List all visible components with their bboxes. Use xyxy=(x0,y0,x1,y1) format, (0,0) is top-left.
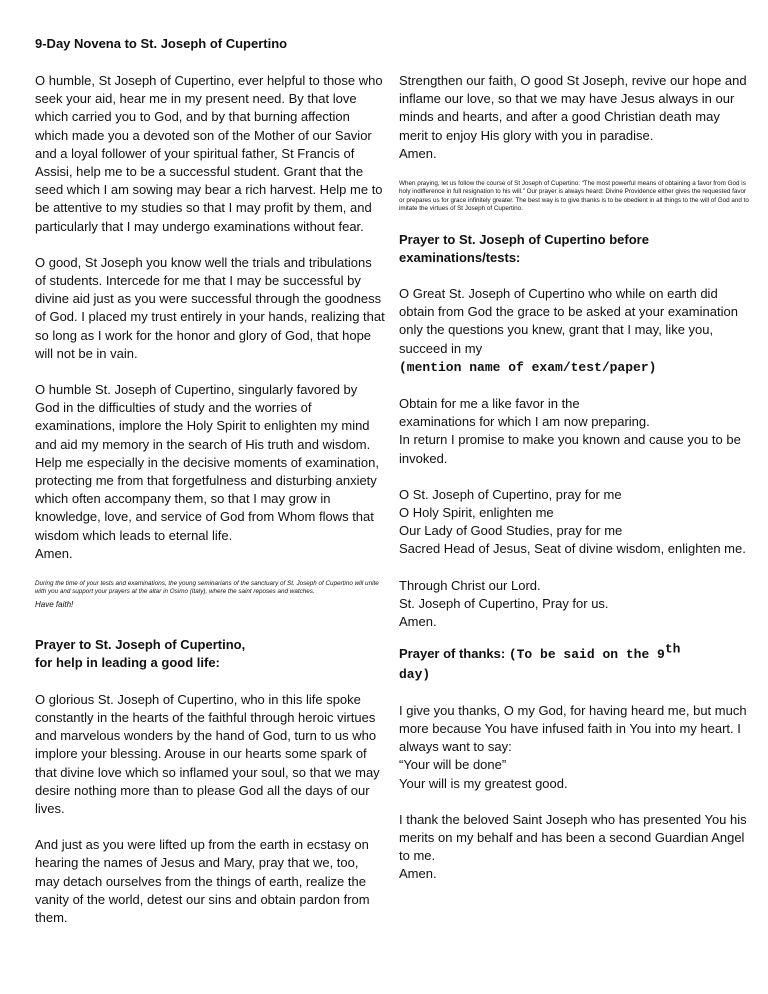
indifference-note: When praying, let us follow the course of St Joseph of Cupertino: “The most powerful means of obtaining a favor from God is holy indifference in full resignation to his will.” Our prayer is always heard: Divine Providence either gives the requested favor or prepares us for grace infinitely greater. The best way is to give thanks is to be obedient in all things to the will of God and to imitate the virtues of St Joseph of Cupertino. xyxy=(399,180,749,213)
thanks-paragraph-2 xyxy=(399,811,749,884)
have-faith-note: Have faith! xyxy=(35,600,74,610)
thanks-text-2: “Your will be done” xyxy=(399,757,507,773)
closing-line-1: Through Christ our Lord. xyxy=(399,577,541,593)
litany-line-4: Sacred Head of Jesus, Seat of divine wisdom, enlighten me. xyxy=(399,541,746,557)
good-life-paragraph-1: O glorious St. Joseph of Cupertino, who in this life spoke constantly in the hearts of the faithful through heroic virtues and marvelous wonders by the hand of God, turn to us who implore your blessing. Arouse in our hearts some spark of that divine love which so inflamed your soul, so that we may desire nothing more than to please God all the days of our lives. xyxy=(35,691,380,816)
thanks-instruction: (To be said on the 9 xyxy=(508,647,665,663)
exam-prayer-paragraph-1-text: O Great St. Joseph of Cupertino who while on earth did obtain from God the grace to be asked at your examination only the questions you knew, grant that I may, like you, succeed in my xyxy=(399,286,738,356)
litany-line-2: O Holy Spirit, enlighten me xyxy=(399,505,554,521)
exam-prayer-line-1: Obtain for me a like favor in the xyxy=(399,396,580,412)
litany-line-3: Our Lady of Good Studies, pray for me xyxy=(399,523,623,539)
novena-paragraph-3 xyxy=(35,381,385,563)
left-column xyxy=(35,72,385,927)
litany xyxy=(399,486,749,559)
exam-prayer-line-2: examinations for which I am now preparing. xyxy=(399,414,650,430)
exam-prayer-line-3: In return I promise to make you known and cause you to be invoked. xyxy=(399,432,741,466)
thanks-superscript: th xyxy=(664,641,681,657)
novena-paragraph-2: O good, St Joseph you know well the trials and tribulations of students. Intercede for me that I may be successful by divine aid just as you were successful through the goodness of God. I placed my trust entirely in your hands, realizing that so long as I work for the honor and glory of God, that hope will not be in vain. xyxy=(35,254,385,361)
novena-paragraph-3-text: O humble St. Joseph of Cupertino, singularly favored by God in the difficulties of study and the worries of examinations, implore the Holy Spirit to enlighten my mind and aid my memory in the search of His truth and wisdom. Help me especially in the decisive moments of examination, protecting me from that forgetfulness and disturbing anxiety which often accompany them, so that I may grow in knowledge, love, and service of God from Whom flows that wisdom which leads to eternal life. xyxy=(35,382,379,543)
good-life-paragraph-3-text: Strengthen our faith, O good St Joseph, revive our hope and inflame our love, so that we may have Jesus always in our minds and hearts, and after a good Christian death may merit to enjoy His glory with you in paradise. xyxy=(399,73,747,143)
good-life-amen: Amen. xyxy=(399,145,437,161)
thanks-text-4: I thank the beloved Saint Joseph who has presented You his merits on my behalf and has been a second Guardian Angel to me. xyxy=(399,811,747,864)
exam-prayer-paragraph-1 xyxy=(399,285,749,377)
exam-prayer-heading: Prayer to St. Joseph of Cupertino before examinations/tests: xyxy=(399,231,649,265)
good-life-heading-line-1: Prayer to St. Joseph of Cupertino, xyxy=(35,637,246,653)
exam-name-placeholder: (mention name of exam/test/paper) xyxy=(399,359,657,375)
closing-line-2: St. Joseph of Cupertino, Pray for us. xyxy=(399,595,609,611)
good-life-heading xyxy=(35,636,385,672)
closing xyxy=(399,577,749,632)
thanks-heading xyxy=(399,641,749,683)
thanks-instruction-end: day) xyxy=(399,666,431,682)
good-life-paragraph-2: And just as you were lifted up from the earth in ecstasy on hearing the names of Jesus and Mary, pray that we, too, may detach ourselves from the things of earth, realize the vanity of the world, detest our sins and obtain pardon from them. xyxy=(35,837,370,925)
right-column xyxy=(399,72,749,884)
closing-line-3: Amen. xyxy=(399,614,437,630)
thanks-paragraph-1 xyxy=(399,702,749,793)
litany-line-1: O St. Joseph of Cupertino, pray for me xyxy=(399,486,622,502)
thanks-text-3: Your will is my greatest good. xyxy=(399,775,568,791)
novena-amen: Amen. xyxy=(35,545,73,561)
thanks-amen: Amen. xyxy=(399,866,437,882)
page-title: 9-Day Novena to St. Joseph of Cupertino xyxy=(35,36,288,51)
exam-prayer-paragraph-2 xyxy=(399,395,749,468)
good-life-heading-line-2: for help in leading a good life: xyxy=(35,655,220,671)
thanks-label: Prayer of thanks: xyxy=(399,646,506,662)
good-life-paragraph-3 xyxy=(399,72,749,163)
seminarians-note: During the time of your tests and examinations, the young seminarians of the sanctuary of St. Joseph of Cupertino will unite with you and support your prayers at the altar in Osimo (Italy), where the saint reposes and watches. xyxy=(35,580,379,596)
novena-paragraph-1: O humble, St Joseph of Cupertino, ever helpful to those who seek your aid, hear me in my present need. By that love which carried you to God, and by that burning affection which made you a devoted son of the Mother of our Savior and a loyal follower of your spiritual father, St Francis of Assisi, help me to be a successful student. Grant that the seed which I am sowing may bear a rich harvest. Help me to be attentive to my studies so that I may profit by them, and particularly that I may undergo examinations without fear. xyxy=(35,73,383,234)
thanks-text-1: I give you thanks, O my God, for having heard me, but much more because You have infused faith in You into my heart. I always want to say: xyxy=(399,702,747,755)
